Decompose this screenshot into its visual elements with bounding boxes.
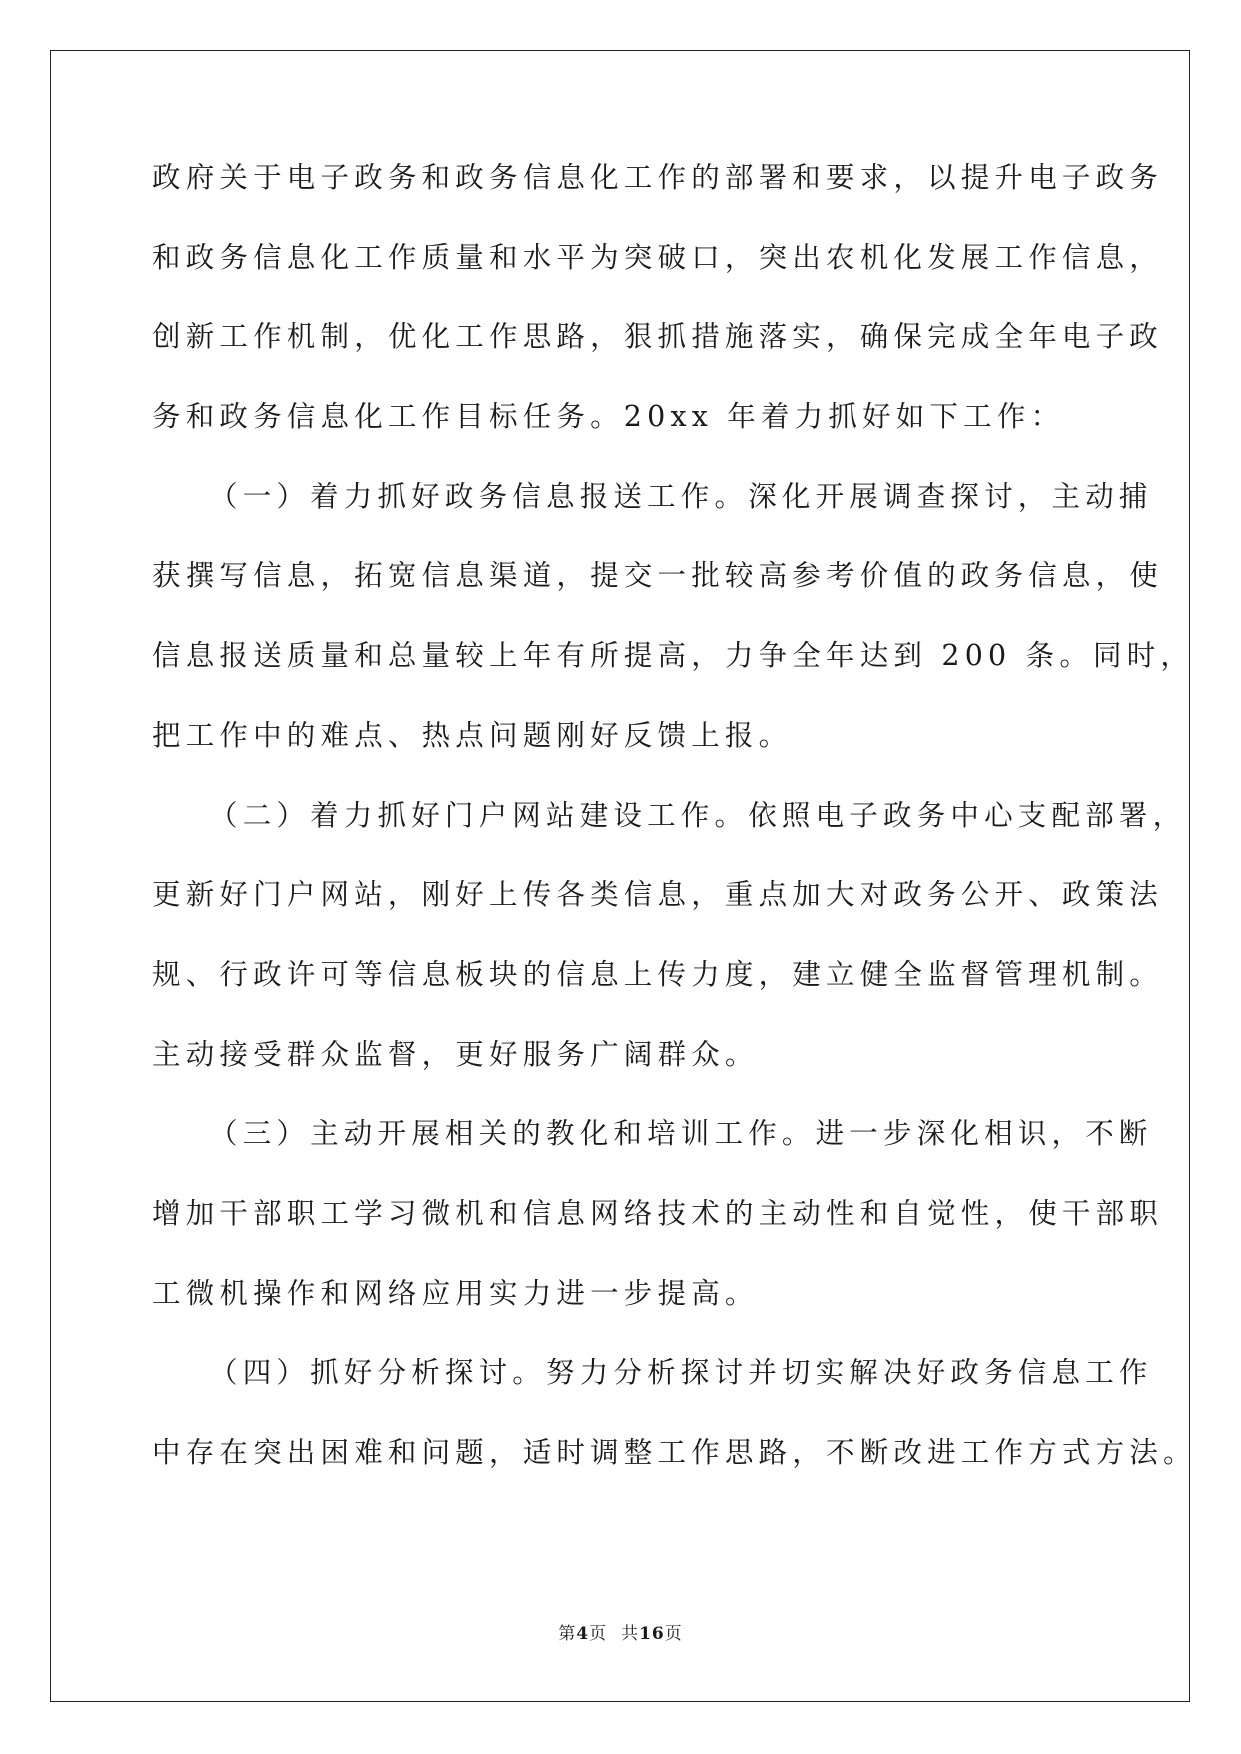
text-line: 政府关于电子政务和政务信息化工作的部署和要求，以提升电子政务 xyxy=(152,161,1164,194)
total-suffix: 页 xyxy=(664,1624,683,1644)
text-line: 主动接受群众监督，更好服务广阔群众。 xyxy=(152,1037,759,1071)
paragraph-start-line: （四）抓好分析探讨。努力分析探讨并切实解决好政务信息工作 xyxy=(209,1356,1153,1390)
page-suffix: 页 xyxy=(589,1624,608,1644)
text-line: 和政务信息化工作质量和水平为突破口，突出农机化发展工作信息， xyxy=(152,240,1164,274)
total-prefix: 共 xyxy=(621,1624,640,1644)
text-line: 信息报送质量和总量较上年有所提高，力争全年达到 200 条。同时， xyxy=(152,639,1195,673)
text-line: 工微机操作和网络应用实力进一步提高。 xyxy=(152,1276,759,1310)
page-footer xyxy=(0,1624,1241,1644)
text-line: 务和政务信息化工作目标任务。20xx 年着力抓好如下工作： xyxy=(152,400,1065,434)
paragraph-start-line: （三）主动开展相关的教化和培训工作。进一步深化相识，不断 xyxy=(209,1117,1153,1151)
document-body xyxy=(152,161,1197,1517)
text-line: 把工作中的难点、热点问题刚好反馈上报。 xyxy=(152,718,793,752)
text-line: 中存在突出困难和问题，适时调整工作思路，不断改进工作方式方法。 xyxy=(152,1436,1197,1469)
paragraph-start-line: （一）着力抓好政务信息报送工作。深化开展调查探讨，主动捕 xyxy=(209,479,1153,513)
text-line: 更新好门户网站，刚好上传各类信息，重点加大对政务公开、政策法 xyxy=(152,878,1164,912)
text-line: 创新工作机制，优化工作思路，狠抓措施落实，确保完成全年电子政 xyxy=(152,320,1164,354)
page-number: 4 xyxy=(576,1624,590,1644)
page-prefix: 第 xyxy=(558,1624,577,1644)
text-line: 增加干部职工学习微机和信息网络技术的主动性和自觉性，使干部职 xyxy=(152,1196,1164,1230)
text-line: 规、行政许可等信息板块的信息上传力度，建立健全监督管理机制。 xyxy=(152,957,1164,991)
text-line: 获撰写信息，拓宽信息渠道，提交一批较高参考价值的政务信息，使 xyxy=(152,559,1164,593)
paragraph-start-line: （二）着力抓好门户网站建设工作。依照电子政务中心支配部署， xyxy=(209,798,1187,832)
total-pages: 16 xyxy=(639,1624,665,1644)
